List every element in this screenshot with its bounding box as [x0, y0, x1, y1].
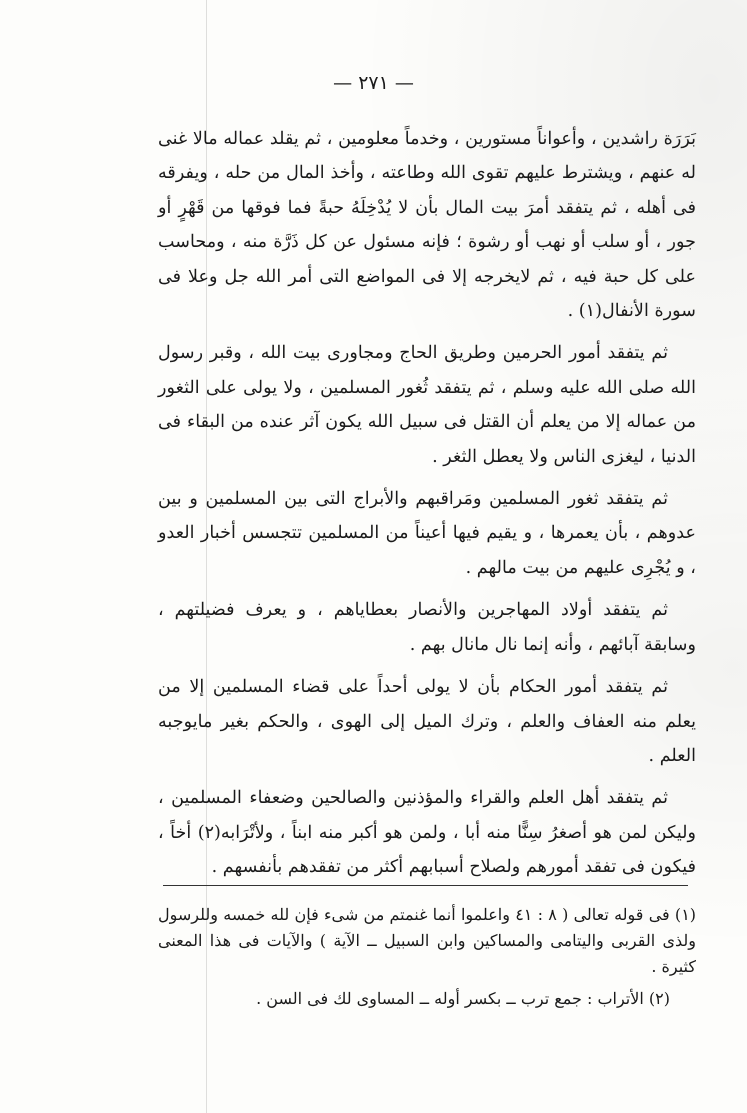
- paragraph: ثم يتفقد أمور الحكام بأن لا يولى أحداً على قضاء المسلمين إلا من يعلم منه العفاف والعلم ، وترك الميل إلى الهوى ، والحكم بغير مايوجبه العلم .: [158, 677, 696, 766]
- paragraph: ثم يتفقد ثغور المسلمين ومَراقبهم والأبراج التى بين المسلمين و بين عدوهم ، بأن يعمرها ، و يقيم فيها أعيناً من المسلمين تتجسس أخبار العدو ، و يُجْرِى عليهم من بيت مالهم .: [158, 489, 696, 578]
- footnote: (١) فى قوله تعالى ( ٨ : ٤١ واعلموا أنما غنمتم من شىء فإن لله خمسه وللرسول ولذى القربى واليتامى والمساكين وابن السبيل ــ الآية ) والآيات فى هذا المعنى كثيرة .: [158, 905, 697, 976]
- paragraph: ثم يتفقد أمور الحرمين وطريق الحاج ومجاورى بيت الله ، وقبر رسول الله صلى الله عليه وسلم ، ثم يتفقد ثُغور المسلمين ، ولا يولى على الثغور من عماله إلا من يعلم أن القتل فى سبيل الله يكون آثر عنده من البقاء فى الدنيا ، ليغزى الناس ولا يعطل الثغر .: [158, 343, 696, 467]
- footnotes: [158, 902, 696, 1016]
- paragraph: ثم يتفقد أهل العلم والقراء والمؤذنين والصالحين وضعفاء المسلمين ، وليكن لمن هو أصغرُ سِنًّا منه أبا ، ولمن هو أكبر منه ابناً ، ولأتْرَابه(٢) أخاً ، فيكون فى تفقد أمورهم ولصلاح أسبابهم أكثر من تفقدهم بأنفسهم .: [158, 788, 697, 878]
- page-number: — ٢٧١ —: [333, 72, 414, 94]
- footnote: (٢) الأتراب : جمع ترب ــ بكسر أوله ــ المساوى لك فى السن .: [256, 989, 670, 1008]
- paragraph: بَرَرَة راشدين ، وأعواناً مستورين ، وخدماً معلومين ، ثم يقلد عماله مالا غنى له عنهم ، ويشترط عليهم تقوى الله وطاعته ، وأخذ المال من حله ، ويفرقه فى أهله ، ثم يتفقد أمرَ بيت المال بأن لا يُدْخِلَهُ حبةً فما فوقها من قَهْرٍ أو جور ، أو سلب أو نهب أو رشوة ؛ فإنه مسئول عن كل ذَرَّة منه ، ومحاسب على كل حبة فيه ، ثم لايخرجه إلا فى المواضع التى أمر الله جل وعلا فى سورة الأنفال(١) .: [158, 129, 696, 322]
- paragraph: ثم يتفقد أولاد المهاجرين والأنصار بعطاياهم ، و يعرف فضيلتهم ، وسابقة آبائهم ، وأنه إنما نال مانال بهم .: [158, 600, 696, 655]
- footnote-divider: [163, 885, 688, 886]
- main-text: [158, 122, 696, 893]
